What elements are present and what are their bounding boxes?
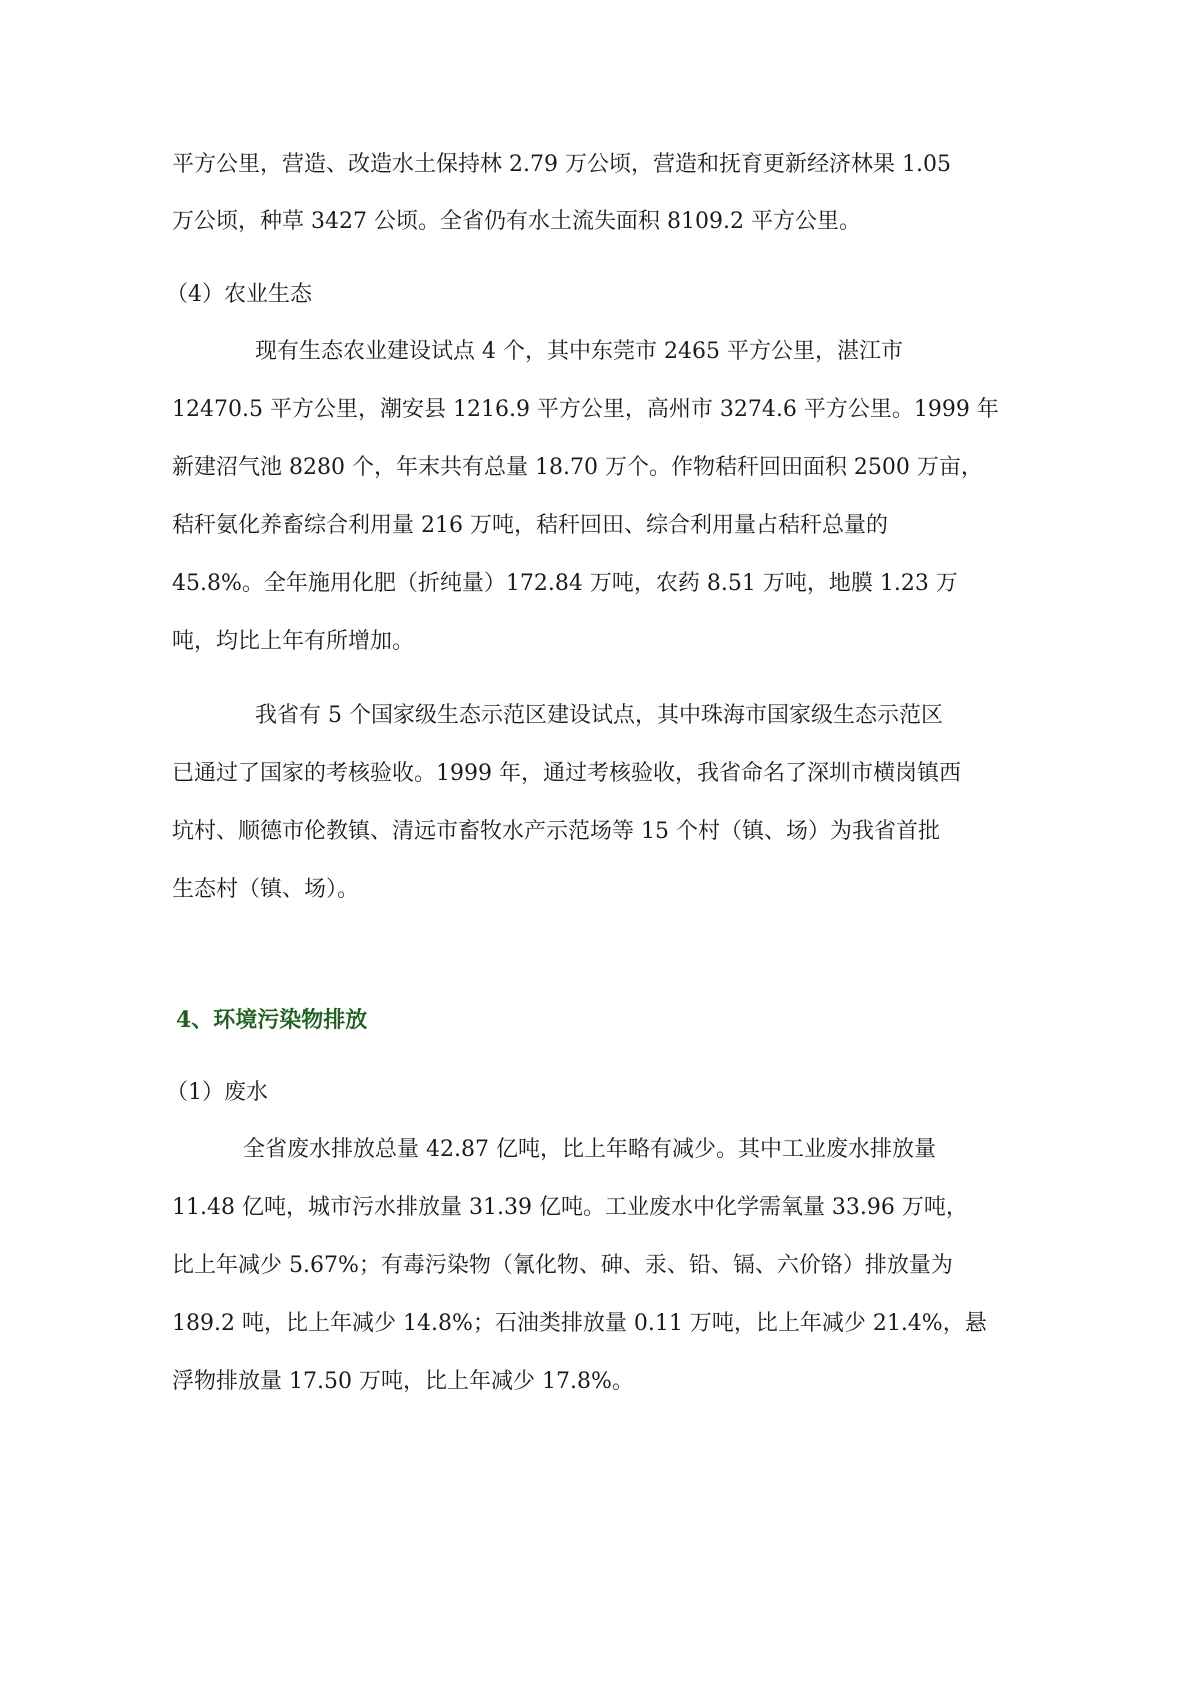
text-line: 已通过了国家的考核验收。1999 年，通过考核验收，我省命名了深圳市横岗镇西 [172,761,961,786]
text-line: 吨，均比上年有所增加。 [172,629,415,654]
text-line: 45.8%。全年施用化肥（折纯量）172.84 万吨，农药 8.51 万吨，地膜 1.23 万 [172,571,958,596]
text-line: 比上年减少 5.67%；有毒污染物（氰化物、砷、汞、铅、镉、六价铬）排放量为 [172,1253,953,1278]
text-line: 现有生态农业建设试点 4 个，其中东莞市 2465 平方公里，湛江市 [255,339,903,364]
text-line: 生态村（镇、场）。 [172,877,360,902]
text-line: 万公顷，种草 3427 公顷。全省仍有水土流失面积 8109.2 平方公里。 [172,209,861,234]
text-line: 11.48 亿吨，城市污水排放量 31.39 亿吨。工业废水中化学需氧量 33.96 万吨， [172,1195,968,1220]
text-line: 浮物排放量 17.50 万吨，比上年减少 17.8%。 [172,1369,634,1394]
text-line: 全省废水排放总量 42.87 亿吨，比上年略有减少。其中工业废水排放量 [243,1137,936,1162]
text-line: 新建沼气池 8280 个，年末共有总量 18.70 万个。作物秸秆回田面积 2500 万亩， [172,455,983,480]
text-line: 我省有 5 个国家级生态示范区建设试点，其中珠海市国家级生态示范区 [255,703,943,728]
subsection-title: （4）农业生态 [166,282,312,307]
subsection-title: （1）废水 [166,1080,268,1105]
text-line: 坑村、顺德市伦教镇、清远市畜牧水产示范场等 15 个村（镇、场）为我省首批 [172,819,940,844]
text-line: 12470.5 平方公里，潮安县 1216.9 平方公里，高州市 3274.6 平方公里。1999 年 [172,397,999,422]
section-heading: 4、环境污染物排放 [176,1007,368,1033]
text-line: 平方公里，营造、改造水土保持林 2.79 万公顷，营造和抚育更新经济林果 1.05 [172,152,951,177]
text-line: 秸秆氨化养畜综合利用量 216 万吨，秸秆回田、综合利用量占秸秆总量的 [172,513,888,538]
text-line: 189.2 吨，比上年减少 14.8%；石油类排放量 0.11 万吨，比上年减少 21.4%，悬 [172,1311,987,1336]
